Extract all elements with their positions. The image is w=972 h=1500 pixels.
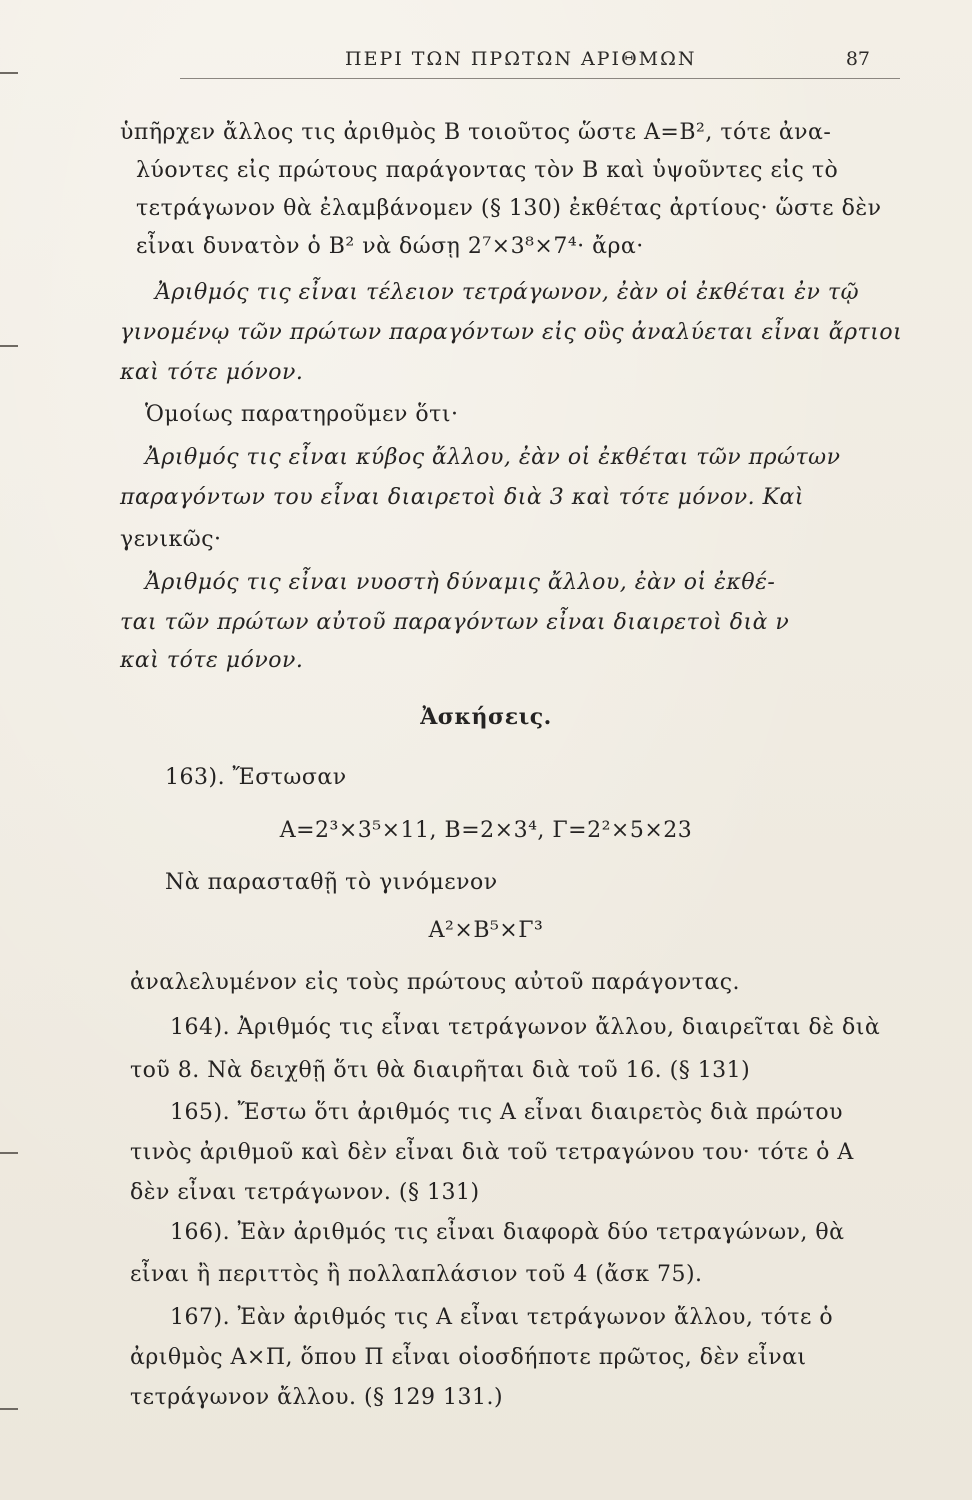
theorem-line: Ἀριθμός τις εἶναι τέλειον τετράγωνον, ἐὰν οἱ ἐκθέται ἐν τῷ [155,280,860,305]
section-heading: Ἀσκήσεις. [420,704,552,730]
margin-mark [0,1408,18,1410]
exercise-167-line: τετράγωνον ἄλλου. (§ 129 131.) [130,1385,504,1410]
exercise-163-text: Νὰ παρασταθῇ τὸ γινόμενον [165,870,498,895]
header-rule [180,78,900,79]
paragraph-line: Ὁμοίως παρατηροῦμεν ὅτι· [145,402,459,427]
exercise-164-line: τοῦ 8. Νὰ δειχθῇ ὅτι θὰ διαιρῆται διὰ τοῦ 16. (§ 131) [130,1058,751,1083]
paragraph-line: τετράγωνον θὰ ἐλαμβάνομεν (§ 130) ἐκθέτας ἀρτίους· ὥστε δὲν [136,196,882,221]
page-number: 87 [845,48,870,70]
theorem-line: καὶ τότε μόνον. [120,648,304,673]
margin-mark [0,345,18,347]
theorem-line: καὶ τότε μόνον. [120,360,304,385]
exercise-163-product: Α²×Β⁵×Γ³ [428,918,544,943]
exercise-163-intro: 163). Ἔστωσαν [165,765,347,790]
exercise-165-line: τινὸς ἀριθμοῦ καὶ δὲν εἶναι διὰ τοῦ τετραγώνου του· τότε ὁ Α [130,1140,854,1165]
exercise-163-end: ἀναλελυμένον εἰς τοὺς πρώτους αὐτοῦ παράγοντας. [130,970,741,995]
theorem-line: γινομένῳ τῶν πρώτων παραγόντων εἰς οὓς ἀναλύεται εἶναι ἄρτιοι [120,320,903,345]
exercise-164-line: 164). Ἀριθμός τις εἶναι τετράγωνον ἄλλου, διαιρεῖται δὲ διὰ [170,1015,881,1040]
exercise-165-line: 165). Ἔστω ὅτι ἀριθμός τις Α εἶναι διαιρετὸς διὰ πρώτου [170,1100,844,1125]
exercise-166-line: εἶναι ἢ περιττὸς ἢ πολλαπλάσιον τοῦ 4 (ἄσκ 75). [130,1262,703,1287]
margin-mark [0,72,18,74]
theorem-line: Ἀριθμός τις εἶναι κύβος ἄλλου, ἐὰν οἱ ἐκθέται τῶν πρώτων [145,445,841,470]
exercise-166-line: 166). Ἐὰν ἀριθμός τις εἶναι διαφορὰ δύο τετραγώνων, θὰ [170,1220,845,1245]
theorem-line: ται τῶν πρώτων αὐτοῦ παραγόντων εἶναι διαιρετοὶ διὰ ν [120,610,790,635]
paragraph-line: ὑπῆρχεν ἄλλος τις ἀριθμὸς Β τοιοῦτος ὥστε Α=Β², τότε ἀνα- [120,120,832,145]
exercise-167-line: 167). Ἐὰν ἀριθμός τις Α εἶναι τετράγωνον ἄλλου, τότε ὁ [170,1305,834,1330]
header-title: ΠΕΡΙ ΤΩΝ ΠΡΩΤΩΝ ΑΡΙΘΜΩΝ [345,48,697,70]
exercise-167-line: ἀριθμὸς Α×Π, ὅπου Π εἶναι οἱοσδήποτε πρῶτος, δὲν εἶναι [130,1345,807,1370]
running-header [150,46,900,76]
paragraph-line: λύοντες εἰς πρώτους παράγοντας τὸν Β καὶ ὑψοῦντες εἰς τὸ [136,158,839,183]
exercise-165-line: δὲν εἶναι τετράγωνον. (§ 131) [130,1180,480,1205]
paragraph-line: εἶναι δυνατὸν ὁ Β² νὰ δώσῃ 2⁷×3⁸×7⁴· ἄρα· [136,234,644,259]
theorem-line: Ἀριθμός τις εἶναι νυοστὴ δύναμις ἄλλου, ἐὰν οἱ ἐκθέ- [145,570,776,595]
margin-mark [0,1152,18,1154]
exercise-163-formula: Α=2³×3⁵×11, Β=2×3⁴, Γ=2²×5×23 [279,818,693,843]
theorem-line: παραγόντων του εἶναι διαιρετοὶ διὰ 3 καὶ τότε μόνον. Καὶ [120,485,804,510]
paragraph-line: γενικῶς· [120,527,222,552]
